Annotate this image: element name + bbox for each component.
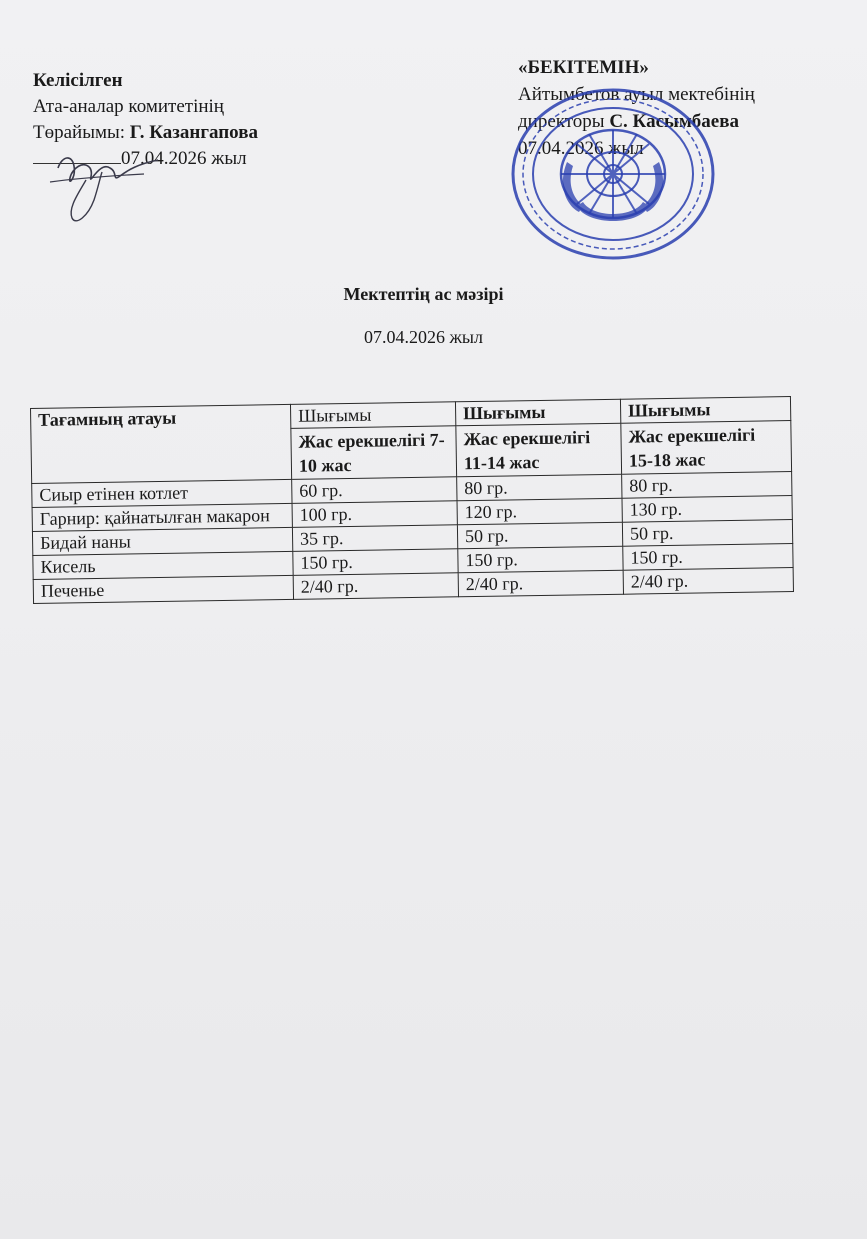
chair-name: Г. Казангапова xyxy=(129,122,258,143)
food-name-header: Тағамның атауы xyxy=(31,404,292,483)
school-line: Айтымбетов ауыл мектебінің xyxy=(518,84,755,105)
output-header-2: Шығымы xyxy=(455,399,620,426)
portion-7-10: 35 гр. xyxy=(292,525,457,552)
document-title: Мектептің ас мәзірі xyxy=(343,284,504,304)
food-name: Сиыр етінен котлет xyxy=(32,479,292,507)
output-header-1: Шығымы xyxy=(290,402,455,429)
document-date: 07.04.2026 жыл xyxy=(363,327,483,347)
portion-15-18: 150 гр. xyxy=(623,544,793,571)
director-name: С. Касымбаева xyxy=(609,111,739,132)
portion-15-18: 130 гр. xyxy=(622,496,792,523)
age-group-2: Жас ерекшелігі 11-14 жас xyxy=(456,423,622,477)
portion-11-14: 80 гр. xyxy=(457,474,622,501)
committee-line: Ата-аналар комитетінің xyxy=(33,96,224,117)
food-name: Печенье xyxy=(33,575,293,603)
portion-11-14: 150 гр. xyxy=(458,546,623,573)
portion-7-10: 100 гр. xyxy=(292,501,457,528)
food-name: Бидай наны xyxy=(32,527,292,555)
age-group-1: Жас ерекшелігі 7-10 жас xyxy=(291,426,457,480)
menu-table xyxy=(30,396,794,604)
portion-11-14: 120 гр. xyxy=(457,498,622,525)
portion-11-14: 50 гр. xyxy=(457,522,622,549)
food-name: Гарнир: қайнатылған макарон xyxy=(32,503,292,531)
age-group-3: Жас ерекшелігі 15-18 жас xyxy=(621,421,792,475)
output-header-3: Шығымы xyxy=(620,397,790,424)
agreed-title: Келісілген xyxy=(33,70,123,91)
portion-7-10: 150 гр. xyxy=(293,549,458,576)
approved-title: «БЕКІТЕМІН» xyxy=(518,57,649,78)
director-label: директоры xyxy=(518,111,610,132)
approved-date: 07.04.2026 жыл xyxy=(518,138,644,159)
food-name: Кисель xyxy=(33,551,293,579)
chair-label: Төрайымы: xyxy=(33,122,130,143)
portion-11-14: 2/40 гр. xyxy=(458,570,623,597)
portion-15-18: 50 гр. xyxy=(622,520,792,547)
portion-7-10: 2/40 гр. xyxy=(293,573,458,600)
signature-icon xyxy=(48,138,168,228)
portion-15-18: 2/40 гр. xyxy=(623,568,793,595)
menu-table-container xyxy=(30,396,794,604)
portion-15-18: 80 гр. xyxy=(622,472,792,499)
agreed-date: 07.04.2026 жыл xyxy=(121,148,247,169)
portion-7-10: 60 гр. xyxy=(292,477,457,504)
official-seal-icon xyxy=(507,86,719,262)
